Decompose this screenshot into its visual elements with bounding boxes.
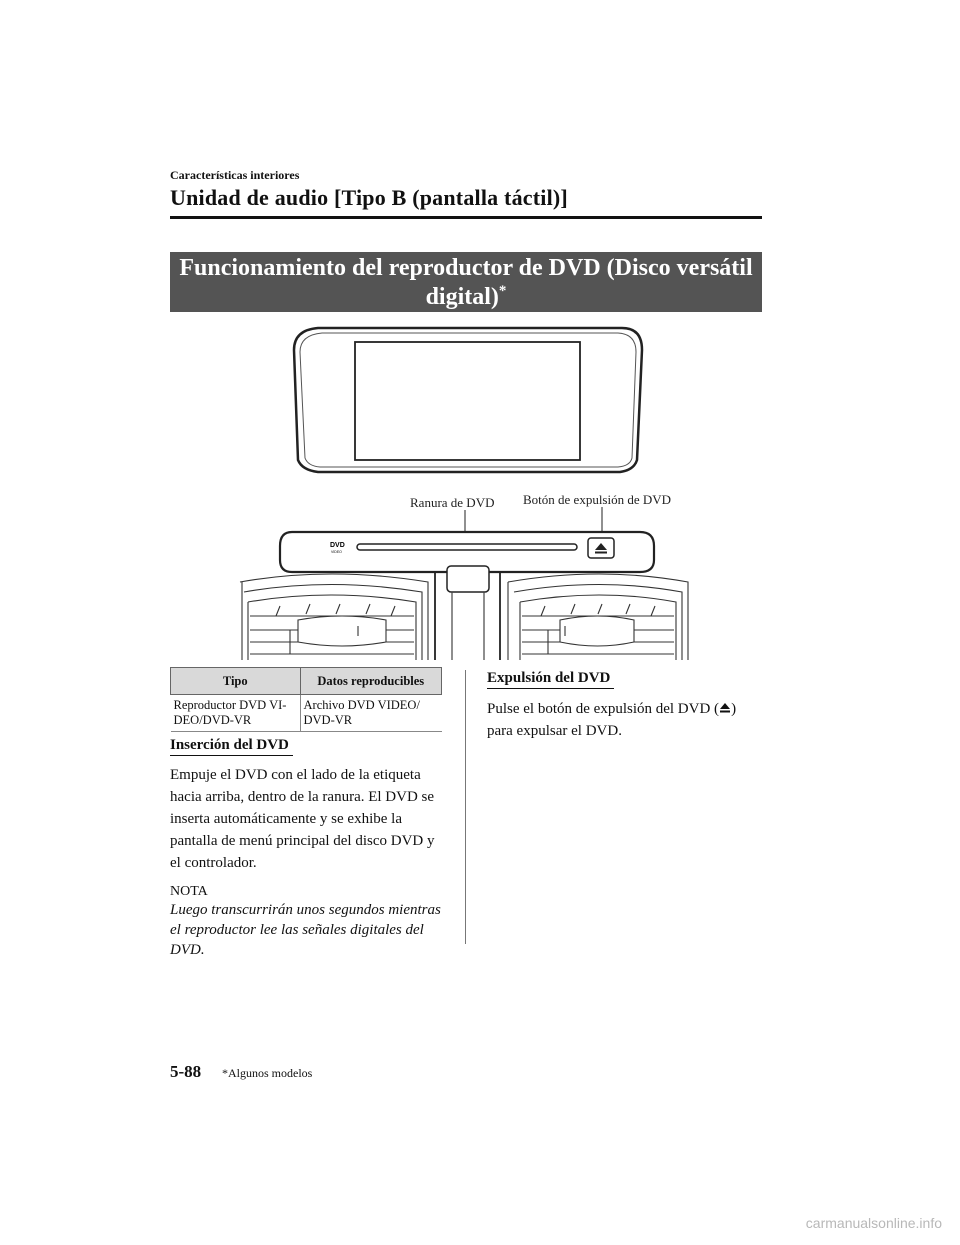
- model-asterisk: *: [498, 283, 507, 299]
- footnote: *Algunos modelos: [222, 1066, 313, 1080]
- note-label: NOTA: [170, 884, 208, 899]
- label-dvd-slot: Ranura de DVD: [410, 495, 495, 510]
- eject-heading: Expulsión del DVD: [487, 669, 614, 689]
- dvd-logo-sub: VIDEO: [331, 550, 342, 554]
- table-header-row: [171, 668, 442, 695]
- eject-text: Pulse el botón de expulsión del DVD ( ) para expulsar el DVD.: [487, 701, 737, 739]
- column-divider: [465, 670, 466, 944]
- eject-icon: [719, 702, 731, 714]
- right-air-vent: [508, 574, 688, 660]
- topic-banner: [170, 252, 762, 312]
- insertion-text: Empuje el DVD con el lado de la etiqueta hacia arriba, dentro de la ranura. El DVD se inserta automáticamente y se exhibe la pantalla de menú principal del disco DVD y el controlador.: [170, 767, 435, 871]
- insertion-body: [170, 764, 442, 960]
- note-text: Luego transcurrirán unos segundos mientras el reproductor lee las señales digitales del DVD.: [170, 902, 441, 958]
- left-air-vent: [240, 574, 428, 660]
- dashboard-drawing: [230, 320, 700, 660]
- banner-line-1: Funcionamiento del reproductor de DVD (Disco versátil: [179, 255, 753, 281]
- label-eject-button: Botón de expulsión de DVD: [523, 492, 672, 507]
- table-cell: Reproductor DVD VI- DEO/DVD-VR: [171, 695, 301, 732]
- insertion-heading: Inserción del DVD: [170, 736, 293, 756]
- header-rule: [170, 216, 762, 219]
- section-title: Unidad de audio [Tipo B (pantalla táctil)]: [170, 185, 568, 210]
- page-number: 5-88: [170, 1062, 202, 1081]
- eject-body: [487, 698, 762, 742]
- display-screen: [355, 342, 580, 460]
- banner-line-2: digital)*: [425, 283, 507, 310]
- chapter-label: Características interiores: [170, 168, 300, 182]
- dvd-slot: [357, 544, 577, 550]
- playable-data-table: [170, 667, 442, 732]
- watermark: carmanualsonline.info: [805, 1215, 942, 1231]
- table-cell: Archivo DVD VIDEO/ DVD-VR: [300, 695, 442, 732]
- table-header-cell: Datos reproducibles: [300, 668, 442, 695]
- table-header-cell: Tipo: [171, 668, 301, 695]
- table-row: [171, 695, 442, 732]
- dvd-unit-illustration: [230, 320, 700, 660]
- dvd-logo: DVD: [330, 542, 345, 549]
